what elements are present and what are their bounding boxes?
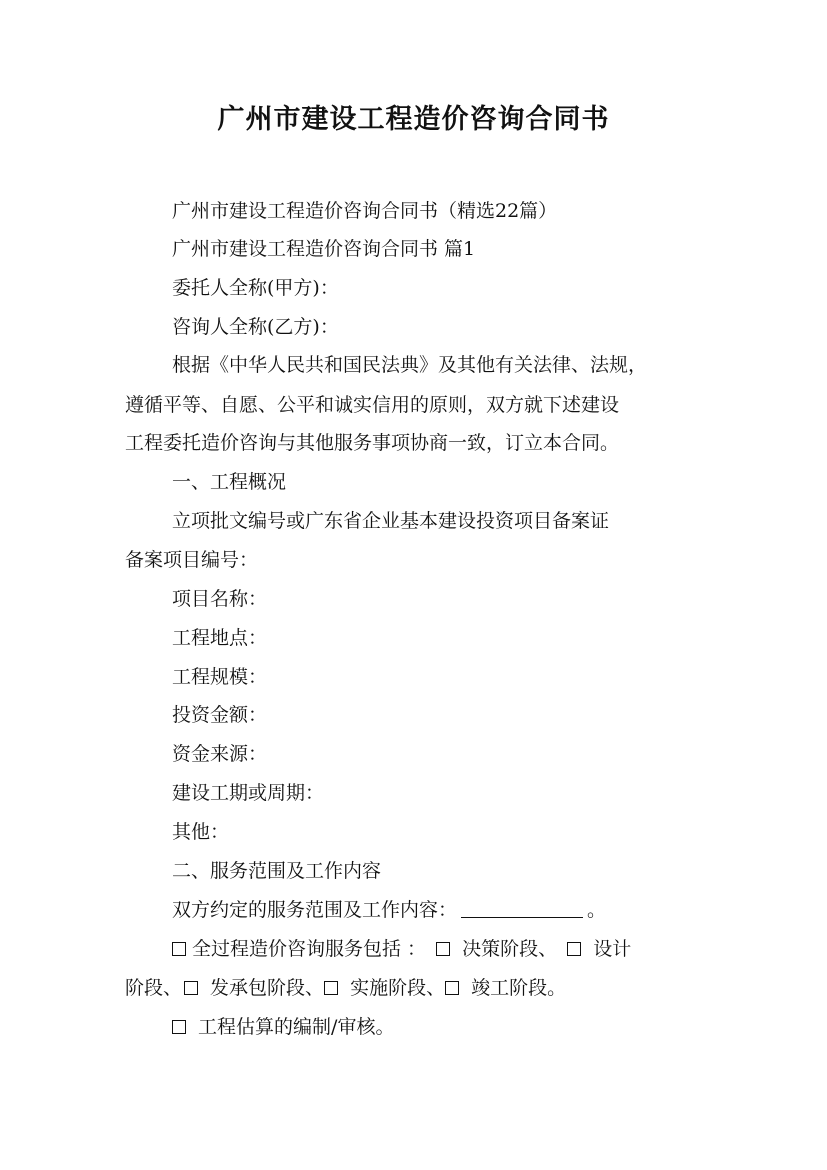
construction-period-field: 建设工期或周期： [172,782,325,804]
section-1-heading: 一、工程概况 [172,471,287,493]
scope-blank[interactable] [461,897,583,918]
decision-stage-label: 决策阶段、 [456,938,558,960]
implementation-stage-checkbox[interactable] [324,981,338,995]
document-title: 广州市建设工程造价咨询合同书 [217,104,610,135]
investment-amount-field: 投资金额： [172,704,268,726]
party-b-label: 咨询人全称(乙方)： [172,316,339,338]
full-process-checkbox[interactable] [172,942,186,956]
other-field: 其他： [172,821,230,843]
decision-stage-checkbox[interactable] [436,942,450,956]
bidding-stage-label: 发承包阶段、 [204,977,325,999]
project-location-field: 工程地点： [172,627,268,649]
section-heading: 广州市建设工程造价咨询合同书 篇1 [172,238,476,260]
project-name-field: 项目名称： [172,588,268,610]
estimate-line [172,1012,394,1042]
full-process-label: 全过程造价咨询服务包括 ： [192,938,427,960]
design-stage-label-cont: 阶段、 [125,977,183,999]
scope-line [172,895,606,925]
project-scale-field: 工程规模： [172,666,268,688]
intro-paragraph-line-3: 工程委托造价咨询与其他服务事项协商一致，订立本合同。 [125,432,620,454]
section-2-heading: 二、服务范围及工作内容 [172,860,382,882]
completion-stage-label: 竣工阶段。 [465,977,567,999]
intro-paragraph-line-1: 根据《中华人民共和国民法典》及其他有关法律、法规， [172,354,648,376]
approval-number-line-1: 立项批文编号或广东省企业基本建设投资项目备案证 [172,510,610,532]
design-stage-label: 设计 [587,938,632,960]
party-a-label: 委托人全称(甲方)： [172,277,339,299]
completion-stage-checkbox[interactable] [445,981,459,995]
full-process-line [172,934,631,964]
estimate-checkbox[interactable] [172,1020,186,1034]
subtitle: 广州市建设工程造价咨询合同书（精选22篇） [172,200,558,222]
stages-line-2 [125,973,566,1003]
scope-end: 。 [587,899,607,921]
intro-paragraph-line-2: 遵循平等、自愿、公平和诚实信用的原则，双方就下述建设 [125,394,620,416]
bidding-stage-checkbox[interactable] [184,981,198,995]
design-stage-checkbox[interactable] [567,942,581,956]
scope-label: 双方约定的服务范围及工作内容： [172,899,458,921]
estimate-label: 工程估算的编制/审核。 [192,1016,395,1038]
approval-number-line-2: 备案项目编号： [125,549,259,571]
implementation-stage-label: 实施阶段、 [344,977,446,999]
funding-source-field: 资金来源： [172,743,268,765]
